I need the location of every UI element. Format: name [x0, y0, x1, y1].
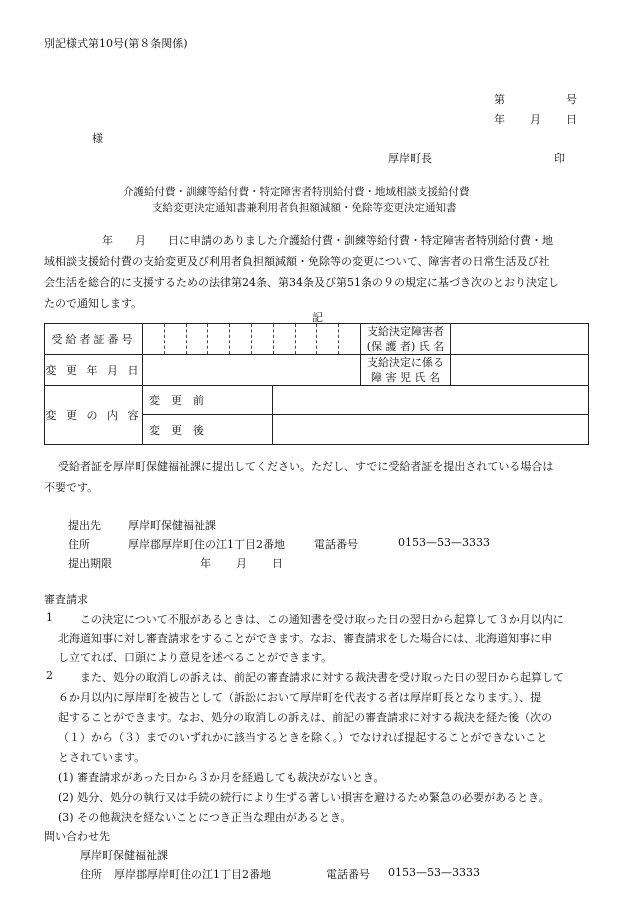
- before-value[interactable]: [273, 386, 589, 415]
- appeal-item1-line2: 北海道知事に対し審査請求をすることができます。なお、審査請求をした場合には、北海道知事に申: [58, 632, 553, 645]
- body-line4: たので通知します。: [44, 297, 143, 310]
- submission-address-value: 厚岸郡厚岸町住の江1丁目2番地: [128, 538, 285, 551]
- submission-phone-value: 0153—53—3333: [398, 536, 490, 549]
- submission-phone-label: 電話番号: [314, 538, 358, 551]
- contact-address-label: 住所: [80, 868, 102, 881]
- day-label: 日: [566, 113, 577, 126]
- submission-deadline-label: 提出期限: [68, 557, 112, 570]
- body-line3: 会生活を総合的に支援するための法律第24条、第34条及び第51条の９の規定に基づき次のとおり決定し: [44, 276, 559, 289]
- child-name-label: [361, 355, 451, 386]
- submission-address-label: 住所: [68, 538, 90, 551]
- number-label: 第: [494, 93, 505, 106]
- appeal-item2-line1: また、処分の取消しの訴えは、前記の審査請求に対する裁決書を受け取った日の翌日から起算して: [80, 671, 564, 684]
- guardian-name-label: [361, 324, 451, 355]
- appeal-item2-line5: とされています。: [58, 751, 146, 764]
- child-name-value[interactable]: [451, 355, 589, 386]
- appeal-heading: 審査請求: [44, 593, 88, 606]
- appeal-item2-line2: ６か月以内に厚岸町を被告として（訴訟において厚岸町を代表する者は厚岸町長となります。）、提: [58, 691, 542, 704]
- contact-phone-value: 0153—53—3333: [388, 866, 480, 879]
- contact-heading: 問い合わせ先: [44, 830, 110, 843]
- submission-dest-label: 提出先: [68, 519, 101, 532]
- appeal-item1-line1: この決定について不服があるときは、この通知書を受け取った日の翌日から起算して３か月以内に: [80, 613, 564, 626]
- deadline-year: 年: [200, 557, 211, 570]
- appeal-item1-line3: し立てれば、口頭により意見を述べることができます。: [58, 651, 333, 664]
- change-content-label: 変 更 の 内 容: [45, 386, 143, 445]
- change-date-value[interactable]: [143, 355, 361, 386]
- title-line2: 支給変更決定通知書兼利用者負担額減額・免除等変更決定通知書: [152, 202, 457, 214]
- child-line2: 障 害 児 氏 名: [371, 371, 441, 384]
- month-label: 月: [530, 113, 541, 126]
- after-value[interactable]: [273, 415, 589, 445]
- notice-line2: 不要です。: [44, 481, 99, 494]
- appeal-sub3: (3) その他裁決を経ないことにつき正当な理由があるとき。: [58, 811, 352, 824]
- contact-phone-label: 電話番号: [326, 868, 370, 881]
- appeal-item2-line3: 起することができます。なお、処分の取消しの訴えは、前記の審査請求に対する裁決を経た後（次の: [58, 711, 553, 724]
- contact-dept: 厚岸町保健福祉課: [80, 849, 168, 862]
- before-label: 変 更 前: [143, 386, 273, 415]
- year-label: 年: [494, 113, 505, 126]
- deadline-month: 月: [236, 557, 247, 570]
- appeal-item2-num: 2: [46, 669, 53, 682]
- decision-table: [44, 323, 589, 445]
- appeal-sub2: (2) 処分、処分の執行又は手続の続行により生ずる著しい損害を避けるため緊急の必要があるとき。: [58, 791, 550, 804]
- submission-dest-value: 厚岸町保健福祉課: [128, 519, 216, 532]
- addressee-suffix: 様: [92, 132, 103, 145]
- form-number: 別記様式第10号(第８条関係): [44, 37, 188, 50]
- seal-mark: 印: [554, 152, 565, 165]
- guardian-name-value[interactable]: [451, 324, 589, 355]
- ki-label: 記: [312, 311, 323, 324]
- contact-address-value: 厚岸郡厚岸町住の江1丁目2番地: [114, 868, 271, 881]
- after-label: 変 更 後: [143, 415, 273, 445]
- body-line2: 域相談支援給付費の支給変更及び利用者負担額減額・免除等の変更について、障害者の日常生活及び社: [44, 255, 550, 268]
- recipient-number-label: 受給者証番号: [45, 324, 143, 355]
- deadline-day: 日: [272, 557, 283, 570]
- number-suffix: 号: [566, 93, 577, 106]
- change-date-label: 変 更 年 月 日: [45, 355, 143, 386]
- title-line1: 介護給付費・訓練等給付費・特定障害者特別給付費・地域相談支援給付費: [123, 186, 470, 198]
- recipient-number-cells[interactable]: [143, 324, 361, 355]
- appeal-item1-num: 1: [46, 611, 53, 624]
- notice-line1: 受給者証を厚岸町保健福祉課に提出してください。ただし、すでに受給者証を提出されている場合は: [58, 460, 554, 473]
- child-line1: 支給決定に係る: [367, 356, 445, 369]
- guardian-line1: 支給決定障害者: [367, 325, 445, 338]
- appeal-item2-line4: （１）から（３）までのいずれかに該当するときを除く。）でなければ提起することができないこと: [58, 731, 548, 744]
- issuer-name: 厚岸町長: [388, 152, 432, 165]
- appeal-sub1: (1) 審査請求があった日から３か月を経過しても裁決がないとき。: [58, 771, 385, 784]
- guardian-line2: (保 護 者) 氏 名: [366, 340, 445, 353]
- body-line1: 年 月 日に申請のありました介護給付費・訓練等給付費・特定障害者特別給付費・地: [102, 234, 553, 247]
